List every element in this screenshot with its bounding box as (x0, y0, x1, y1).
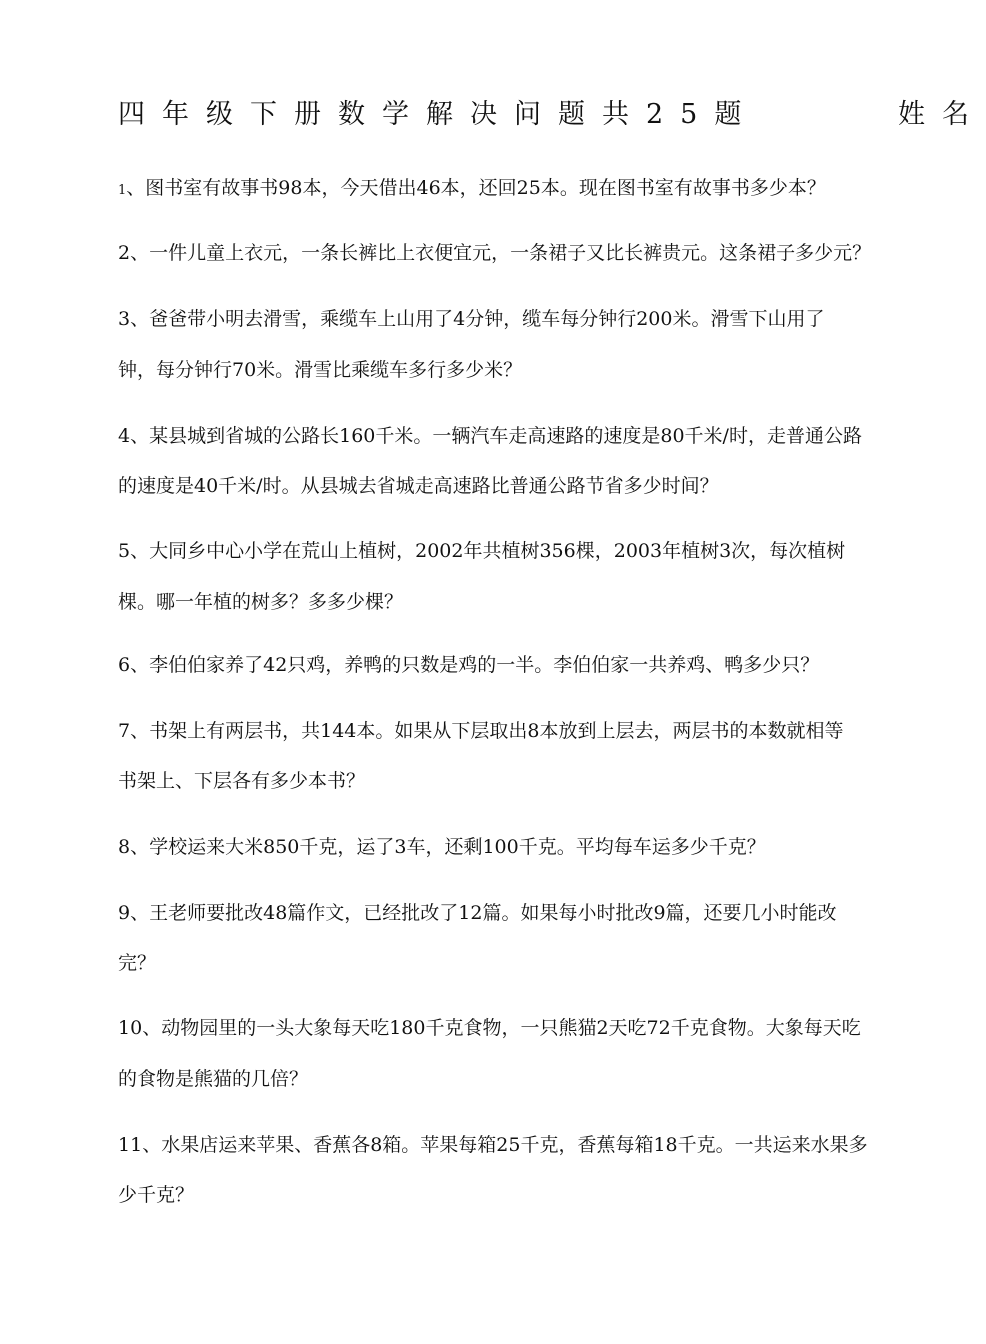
question-text (118, 175, 826, 204)
question-text (118, 240, 871, 266)
question-separator: 、 (130, 540, 150, 562)
question-body: 学校运来大米850千克，运了3车，还剩100千克。平均每车运多少千克？ (149, 836, 766, 858)
question-separator: 、 (130, 308, 150, 330)
question-continuation: 书架上、下层各有多少本书？ (118, 770, 366, 792)
question-number: 10 (118, 1017, 143, 1039)
question-body: 某县城到省城的公路长160千米。一辆汽车走高速路的速度是80千米/时，走普通公路 (149, 425, 862, 447)
question-continuation: 的速度是40千米/时。从县城去省城走高速路比普通公路节省多少时间？ (118, 475, 719, 497)
question-number: 11 (118, 1134, 143, 1156)
question-text (118, 900, 837, 926)
question-body: 图书室有故事书98本，今天借出46本，还回25本。现在图书室有故事书多少本？ (145, 177, 826, 199)
question-body: 书架上有两层书，共144本。如果从下层取出8本放到上层去，两层书的本数就相等 (149, 720, 844, 742)
question-body: 动物园里的一头大象每天吃180千克食物，一只熊猫2天吃72千克食物。大象每天吃 (161, 1017, 861, 1039)
question-continuation: 棵。哪一年植的树多？多多少棵？ (118, 591, 404, 613)
question-number: 5 (118, 540, 131, 562)
question-text (118, 652, 819, 678)
question-text (118, 306, 824, 332)
question-body: 一件儿童上衣元，一条长裤比上衣便宜元，一条裙子又比长裤贵元。这条裙子多少元？ (149, 242, 872, 264)
question-continuation: 的食物是熊猫的几倍？ (118, 1068, 309, 1090)
question-text (118, 718, 843, 744)
question-text (118, 834, 766, 860)
question-body: 大同乡中心小学在荒山上植树，2002年共植树356棵，2003年植树3次，每次植树 (149, 540, 846, 562)
question-separator: 、 (130, 425, 150, 447)
question-text (118, 1132, 868, 1158)
question-number: 9 (118, 902, 131, 924)
question-body: 水果店运来苹果、香蕉各8箱。苹果每箱25千克，香蕉每箱18千克。一共运来水果多 (161, 1134, 868, 1156)
question-separator: 、 (130, 836, 150, 858)
question-number: 7 (118, 720, 131, 742)
question-number: 2 (118, 242, 131, 264)
question-number: 1 (118, 183, 127, 198)
question-number: 6 (118, 654, 131, 676)
question-number: 3 (118, 308, 131, 330)
question-continuation: 钟，每分钟行70米。滑雪比乘缆车多行多少米？ (118, 359, 523, 381)
question-separator: 、 (130, 654, 150, 676)
question-continuation: 少千克？ (118, 1184, 195, 1206)
question-separator: 、 (130, 720, 150, 742)
question-separator: 、 (142, 1134, 162, 1156)
question-separator: 、 (130, 242, 150, 264)
question-text (118, 538, 845, 564)
question-body: 王老师要批改48篇作文，已经批改了12篇。如果每小时批改9篇，还要几小时能改 (149, 902, 837, 924)
question-number: 8 (118, 836, 131, 858)
question-continuation: 完？ (118, 952, 157, 974)
question-separator: 、 (126, 177, 146, 199)
student-name-label: 姓名 (898, 99, 986, 130)
document-title: 四年级下册数学解决问题共25题 (118, 99, 759, 130)
question-separator: 、 (142, 1017, 162, 1039)
question-text (118, 1015, 861, 1041)
question-body: 李伯伯家养了42只鸡，养鸭的只数是鸡的一半。李伯伯家一共养鸡、鸭多少只？ (149, 654, 820, 676)
question-number: 4 (118, 425, 131, 447)
question-text (118, 423, 862, 449)
question-body: 爸爸带小明去滑雪，乘缆车上山用了4分钟，缆车每分钟行200米。滑雪下山用了 (149, 308, 825, 330)
question-separator: 、 (130, 902, 150, 924)
